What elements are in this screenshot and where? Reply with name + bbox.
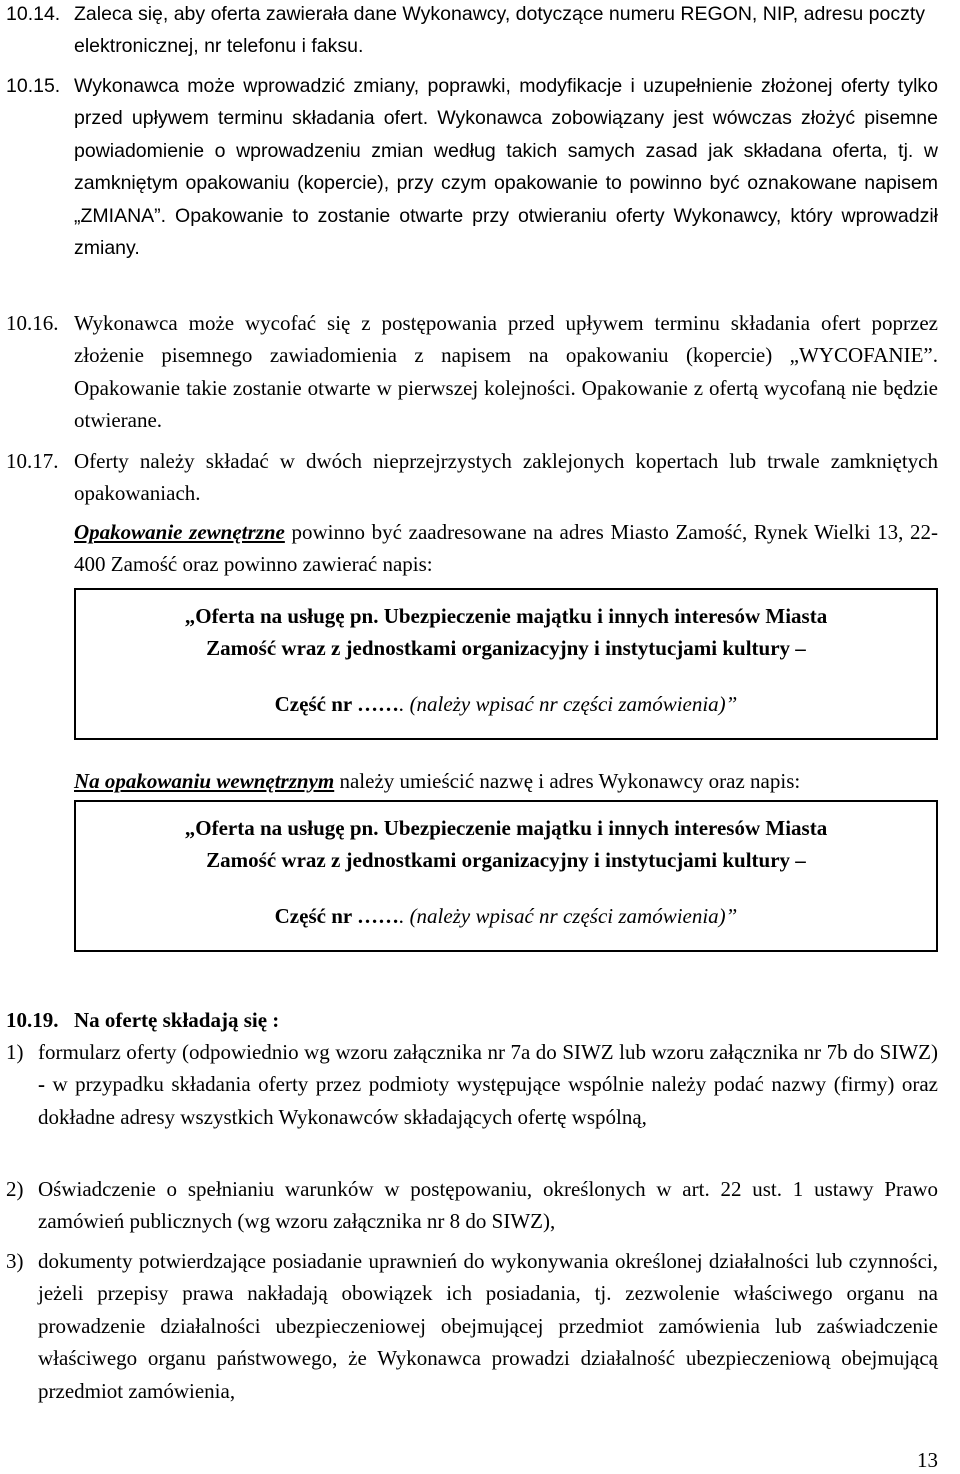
section-10-15: [0, 70, 938, 264]
list-item-text: formularz oferty (odpowiednio wg wzoru załącznika nr 7a do SIWZ lub wzoru załącznika nr 7b do SIWZ): [38, 1040, 938, 1064]
section-number: 10.17.: [6, 449, 59, 473]
part-note: . (należy wpisać nr części zamówienia)”: [399, 692, 738, 716]
list-item: [0, 1036, 938, 1133]
outer-package-text: powinno być zaadresowane na adres Miasto Zamość, Rynek Wielki 13, 22-400 Zamość oraz powinno zawierać napis:: [74, 520, 938, 577]
inner-package-label: Na opakowaniu wewnętrznym: [74, 769, 335, 793]
section-text: Oferty należy składać w dwóch nieprzejrzystych zaklejonych kopertach lub trwale zamkniętych opakowaniach.: [74, 449, 938, 506]
list-item: [0, 1245, 938, 1407]
section-number: 10.16.: [6, 311, 59, 335]
section-text: Wykonawca może wprowadzić zmiany, poprawki, modyfikacje i uzupełnienie złożonej oferty tylko przed upływem terminu składania ofert. Wykonawca zobowiązany jest wówczas złożyć pisemne powiadomienie o wprowadzeniu zmian według takich samych zasad jak składana oferta, tj. w zamkniętym opakowaniu (kopercie), przy czym opakowanie to powinno być oznakowane napisem „ZMIANA”. Opakowanie to zostanie otwarte przy otwieraniu oferty Wykonawcy, który wprowadził zmiany.: [74, 75, 938, 260]
list-item-text: Oświadczenie o spełnianiu warunków w postępowaniu, określonych w art. 22 ust. 1 ustawy Prawo zamówień publicznych (wg wzoru załącznika nr 8 do SIWZ),: [38, 1177, 938, 1234]
part-note: . (należy wpisać nr części zamówienia)”: [399, 904, 738, 928]
list-item-number: 2): [6, 1177, 24, 1201]
section-number: 10.15.: [6, 75, 61, 97]
inner-box-line-2: Zamość wraz z jednostkami organizacyjny i instytucjami kultury –: [206, 848, 806, 872]
outer-box-part: [76, 688, 936, 720]
outer-box-line-1: „Oferta na usługę pn. Ubezpieczenie majątku i innych interesów Miasta: [184, 604, 828, 628]
outer-package-paragraph: [0, 516, 938, 581]
section-heading: Na ofertę składają się :: [74, 1008, 280, 1032]
list-item-number: 3): [6, 1249, 24, 1273]
inner-box-line-1: „Oferta na usługę pn. Ubezpieczenie majątku i innych interesów Miasta: [184, 816, 828, 840]
inner-package-text: należy umieścić nazwę i adres Wykonawcy oraz napis:: [334, 769, 801, 793]
list-item-bold: -: [38, 1072, 45, 1097]
list-item-number: 1): [6, 1040, 24, 1064]
inner-package-paragraph: [0, 765, 938, 797]
inner-package-label-box: [74, 800, 938, 952]
section-number: 10.14.: [6, 3, 61, 25]
section-10-17: [0, 445, 938, 510]
section-10-19-heading: [0, 1004, 938, 1036]
list-item-text-cont: w przypadku składania oferty przez podmioty występujące wspólnie należy podać nazwy (firmy) oraz dokładne adresy wszystkich Wykonawców składających ofertę wspólną,: [38, 1072, 938, 1129]
outer-package-label: Opakowanie zewnętrzne: [74, 520, 285, 544]
list-item: [0, 1173, 938, 1238]
page-number: 13: [917, 1448, 938, 1472]
section-number: 10.19.: [6, 1008, 59, 1032]
section-10-14: [0, 0, 938, 63]
list-item-text: dokumenty potwierdzające posiadanie uprawnień do wykonywania określonej działalności lub czynności, jeżeli przepisy prawa nakładają obowiązek ich posiadania, tj. zezwolenie właściwego organu na prowadzenie działalności ubezpieczeniowej obejmującej przedmiot zamówienia lub zaświadczenie właściwego organu państwowego, że Wykonawca prowadzi działalność ubezpieczeniową obejmującą przedmiot zamówienia,: [38, 1249, 938, 1403]
part-label: Część nr ……: [274, 904, 400, 928]
outer-package-label-box: [74, 588, 938, 740]
section-text: Zaleca się, aby oferta zawierała dane Wykonawcy, dotyczące numeru REGON, NIP, adresu poczty elektronicznej, nr telefonu i faksu.: [74, 3, 925, 58]
section-10-16: [0, 307, 938, 437]
part-label: Część nr ……: [274, 692, 400, 716]
section-text: Wykonawca może wycofać się z postępowania przed upływem terminu składania ofert poprzez złożenie pisemnego zawiadomienia z napisem na opakowaniu (kopercie) „WYCOFANIE”. Opakowanie takie zostanie otwarte w pierwszej kolejności. Opakowanie z ofertą wycofaną nie będzie otwierane.: [74, 311, 938, 433]
inner-box-part: [76, 900, 936, 932]
outer-box-line-2: Zamość wraz z jednostkami organizacyjny i instytucjami kultury –: [206, 636, 806, 660]
